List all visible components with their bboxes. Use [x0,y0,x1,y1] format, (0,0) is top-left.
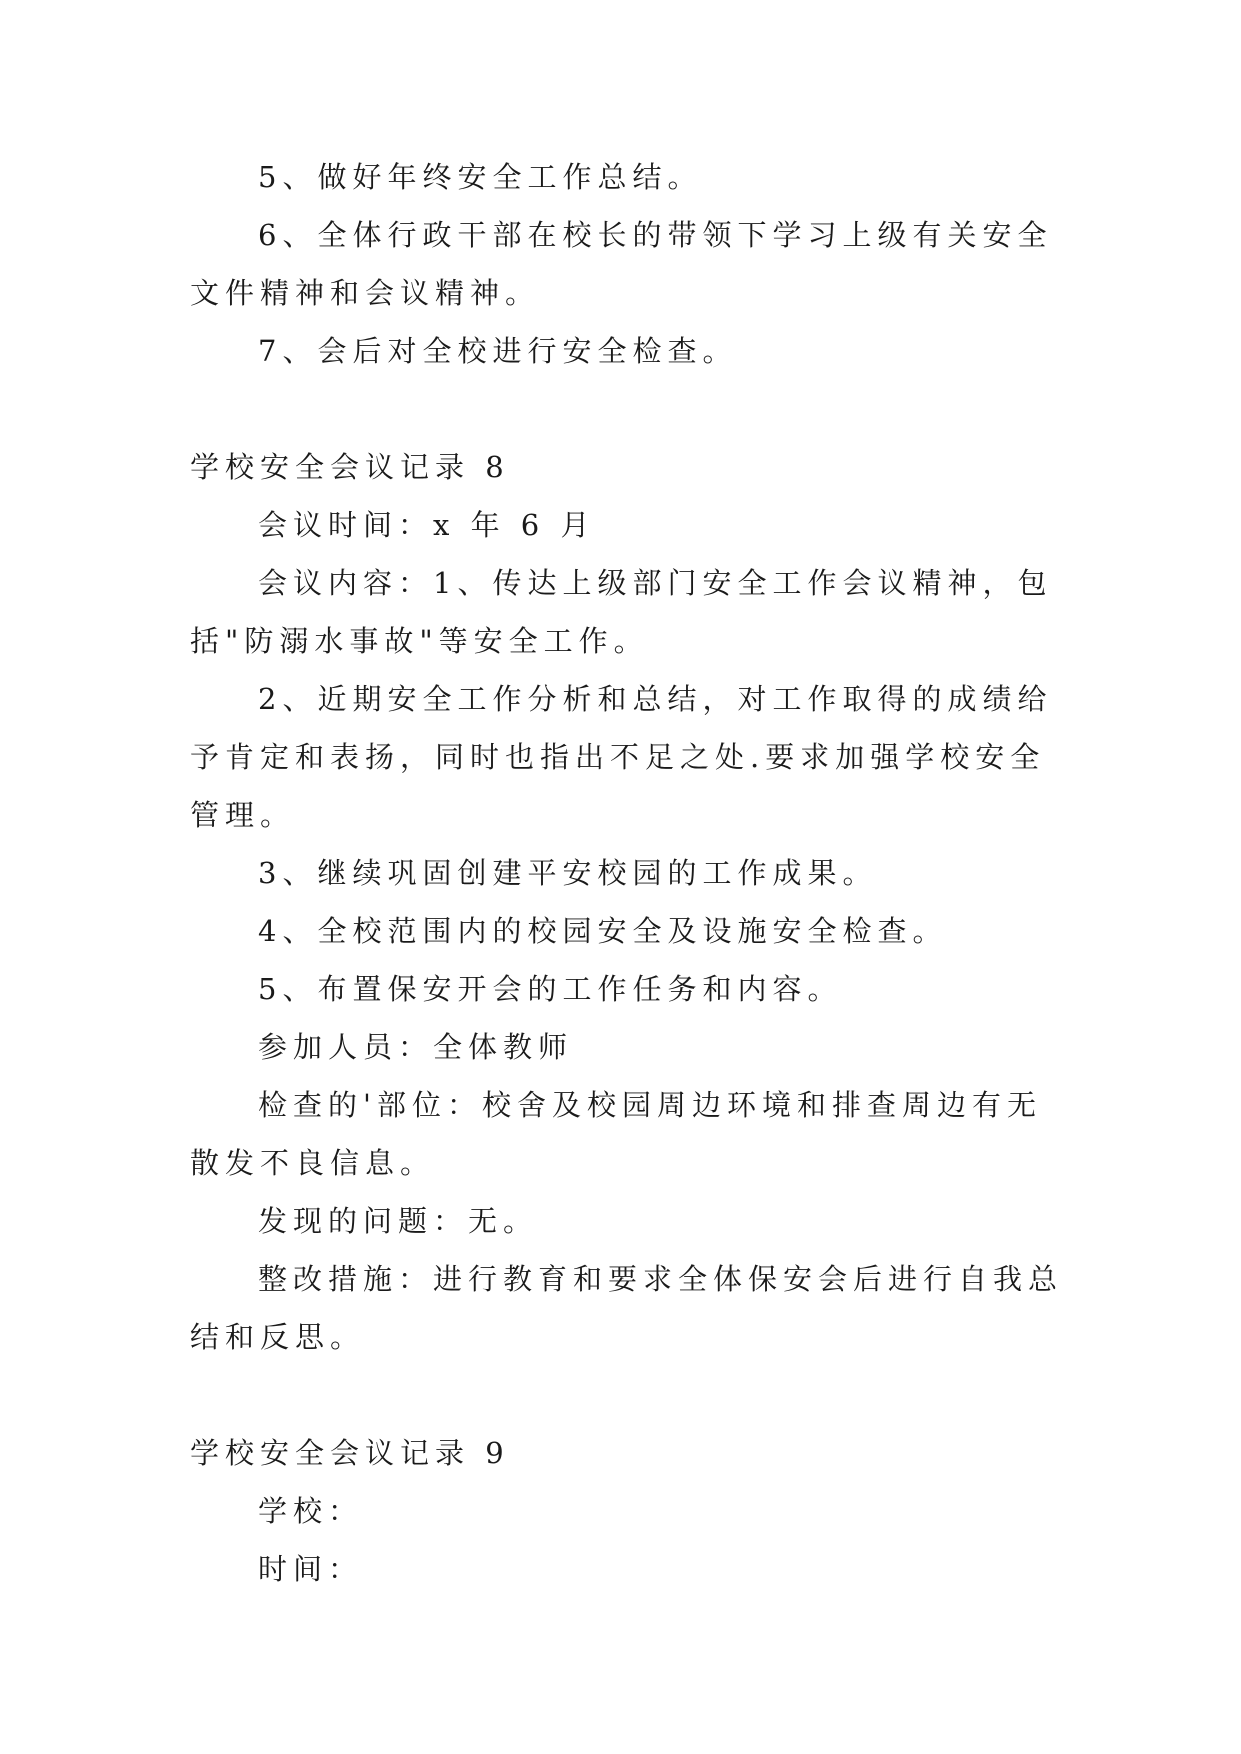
document-body [190,148,1070,1598]
meeting-content: 会议内容：1、传达上级部门安全工作会议精神，包括"防溺水事故"等安全工作。 [190,566,1053,658]
section-gap [190,380,1070,438]
attendees: 参加人员：全体教师 [258,1030,574,1064]
section-8-title: 学校安全会议记录 8 [190,450,510,484]
time-field: 时间： [258,1552,364,1586]
paragraph-prev-item-5: 5、做好年终安全工作总结。 [258,160,703,194]
rectification-measures: 整改措施：进行教育和要求全体保安会后进行自我总结和反思。 [190,1262,1064,1354]
paragraph-prev-item-7: 7、会后对全校进行安全检查。 [258,334,738,368]
content-item-3: 3、继续巩固创建平安校园的工作成果。 [258,856,878,890]
content-item-2: 2、近期安全工作分析和总结，对工作取得的成绩给予肯定和表扬，同时也指出不足之处.要求加强学校安全管理。 [190,682,1053,832]
school-field: 学校： [258,1494,364,1528]
content-item-5: 5、布置保安开会的工作任务和内容。 [258,972,843,1006]
issues-found: 发现的问题：无。 [258,1204,539,1238]
inspection-areas: 检查的'部位：校舍及校园周边环境和排查周边有无散发不良信息。 [190,1088,1042,1180]
content-item-4: 4、全校范围内的校园安全及设施安全检查。 [258,914,948,948]
paragraph-prev-item-6: 6、全体行政干部在校长的带领下学习上级有关安全文件精神和会议精神。 [190,218,1053,310]
section-9-title: 学校安全会议记录 9 [190,1436,510,1470]
section-gap [190,1366,1070,1424]
meeting-time: 会议时间：x 年 6 月 [258,508,596,542]
